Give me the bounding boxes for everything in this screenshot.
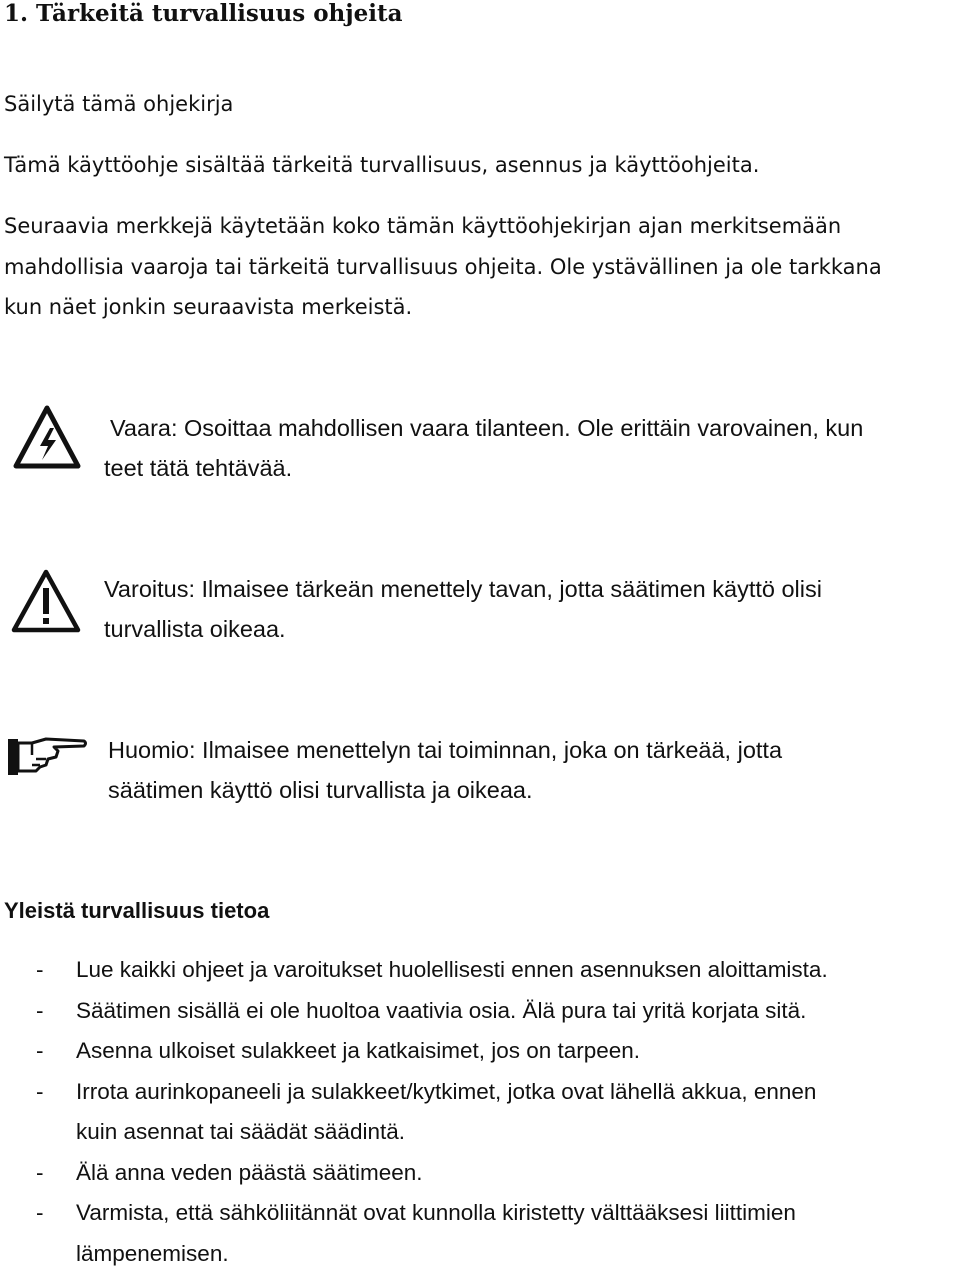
bullet-dash: - [36,957,44,982]
pointing-hand-icon [6,735,88,777]
symbols-intro-line-3: kun näet jonkin seuraavista merkeistä. [4,295,413,319]
bullet-text: Varmista, että sähköliitännät ovat kunnolla kiristetty välttääksesi liittimien [76,1200,796,1225]
warning-text-line-2: turvallista oikeaa. [104,616,286,642]
symbols-intro-line-2: mahdollisia vaaroja tai tärkeitä turvallisuus ohjeita. Ole ystävällinen ja ole tarkkana [4,255,882,279]
list-item [36,991,956,1032]
list-item [36,1031,956,1072]
note-text-line-1: Huomio: Ilmaisee menettelyn tai toiminnan, joka on tärkeää, jotta [108,737,783,763]
bullet-text: Irrota aurinkopaneeli ja sulakkeet/kytkimet, jotka ovat lähellä akkua, ennen [76,1078,817,1104]
bullet-text: Lue kaikki ohjeet ja varoitukset huolellisesti ennen asennuksen aloittamista. [76,957,828,982]
list-item [36,1072,956,1153]
general-safety-heading: Yleistä turvallisuus tietoa [4,898,270,923]
bullet-text: Älä anna veden päästä säätimeen. [76,1159,423,1185]
bullet-dash: - [36,997,44,1023]
bullet-text: Asenna ulkoiset sulakkeet ja katkaisimet, jos on tarpeen. [76,1038,641,1063]
electric-shock-warning-icon [12,404,82,470]
bullet-text: Säätimen sisällä ei ole huoltoa vaativia osia. Älä pura tai yritä korjata sitä. [76,997,807,1023]
safety-bullet-list [36,950,956,1274]
bullet-dash: - [36,1038,44,1063]
manual-contents-text: Tämä käyttöohje sisältää tärkeitä turvallisuus, asennus ja käyttöohjeita. [4,153,760,177]
danger-text-line-2: teet tätä tehtävää. [104,455,293,481]
list-item [36,1153,956,1194]
bullet-text-continued: lämpenemisen. [76,1240,229,1266]
page-title: 1. Tärkeitä turvallisuus ohjeita [4,0,403,27]
note-text-line-2: säätimen käyttö olisi turvallista ja oikeaa. [108,777,533,803]
bullet-dash: - [36,1078,44,1104]
list-item [36,1193,956,1274]
keep-manual-text: Säilytä tämä ohjekirja [4,92,234,116]
bullet-dash: - [36,1200,44,1225]
list-item [36,950,956,991]
bullet-text-continued: kuin asennat tai säädät säädintä. [76,1119,405,1144]
symbols-intro-line-1: Seuraavia merkkejä käytetään koko tämän käyttöohjekirjan ajan merkitsemään [4,214,842,238]
exclamation-warning-icon [10,568,82,634]
danger-text-line-1: Vaara: Osoittaa mahdollisen vaara tilanteen. Ole erittäin varovainen, kun [110,415,864,441]
warning-text-line-1: Varoitus: Ilmaisee tärkeän menettely tavan, jotta säätimen käyttö olisi [104,576,822,602]
bullet-dash: - [36,1159,44,1185]
